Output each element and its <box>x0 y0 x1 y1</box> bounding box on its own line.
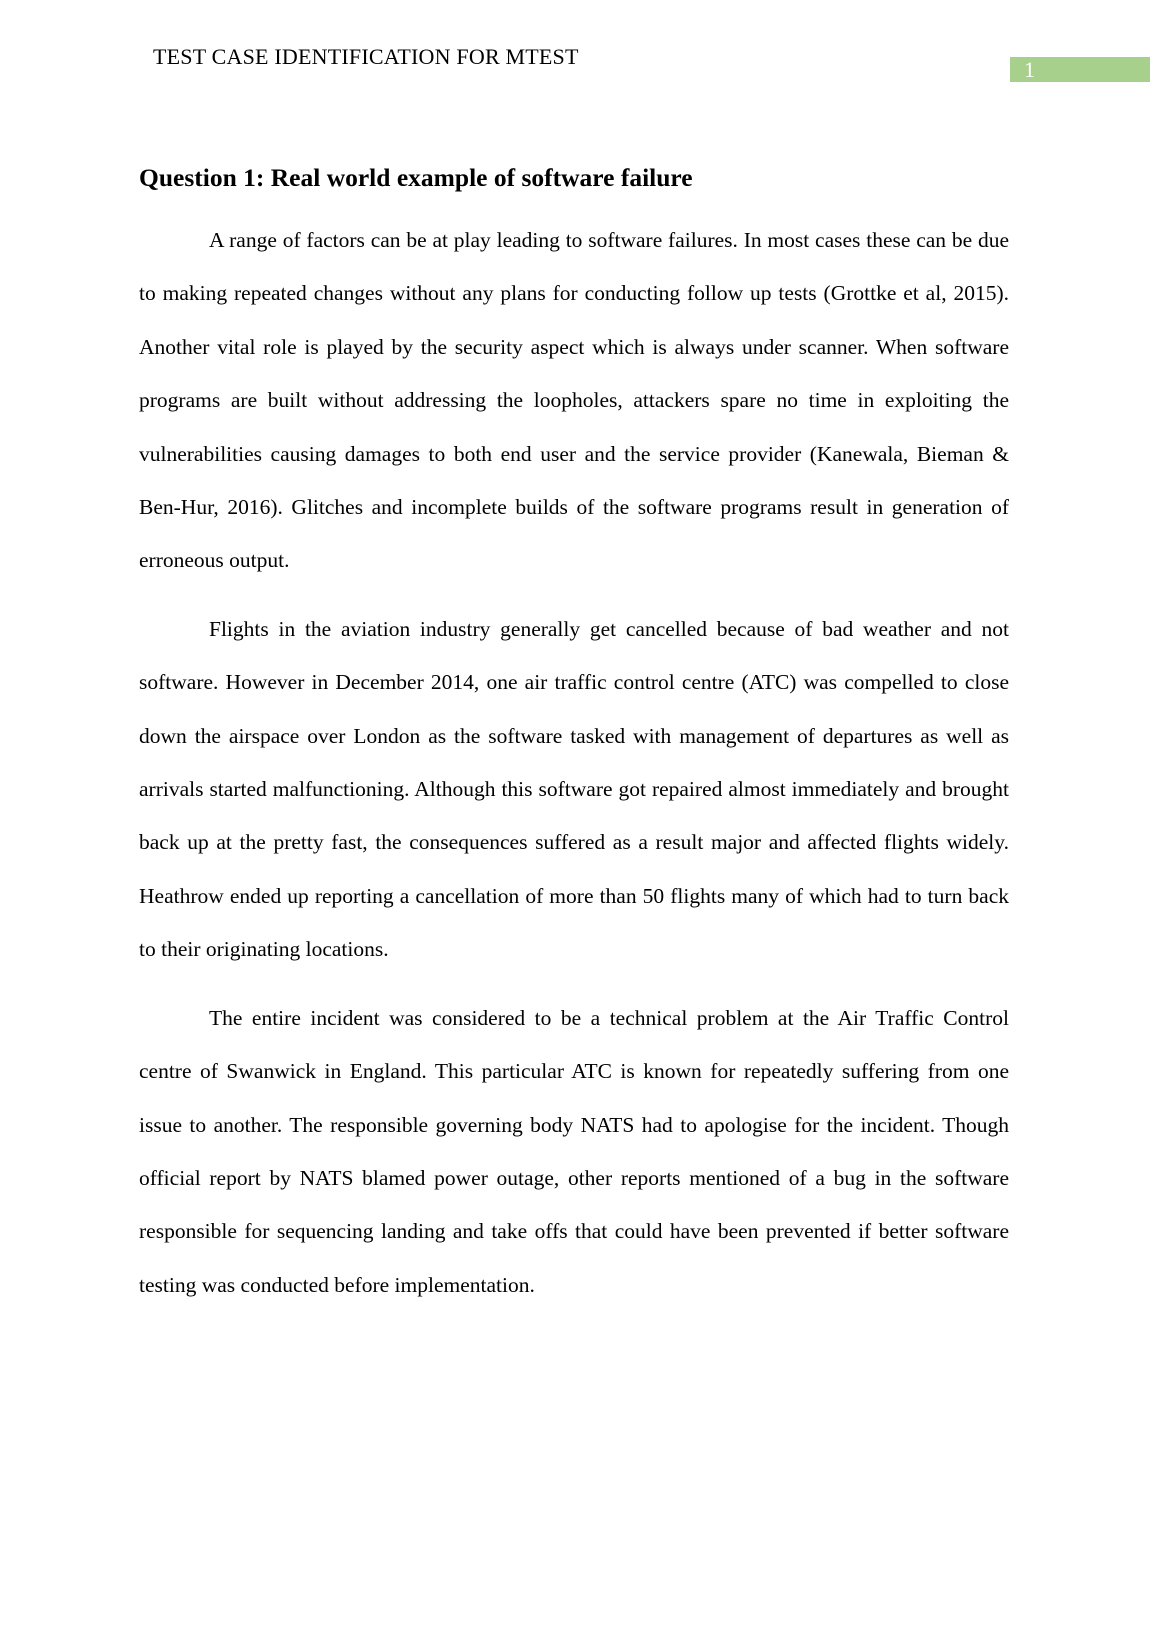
paragraph-swanwick-problem: The entire incident was considered to be a technical problem at the Air Traffic Control centre of Swanwick in England. This particular ATC is known for repeatedly suffering from one issue to another. The responsible governing body NATS had to apologise for the incident. Though official report by NATS blamed power outage, other reports mentioned of a bug in the software responsible for sequencing landing and take offs that could have been prevented if better software testing was conducted before implementation. <box>139 1005 1009 1297</box>
paragraph-atc-incident: Flights in the aviation industry generally get cancelled because of bad weather and not software. However in December 2014, one air traffic control centre (ATC) was compelled to close down the airspace over London as the software tasked with management of departures as well as arrivals started malfunctioning. Although this software got repaired almost immediately and brought back up at the pretty fast, the consequences suffered as a result major and affected flights widely. Heathrow ended up reporting a cancellation of more than 50 flights many of which had to turn back to their originating locations. <box>139 616 1009 962</box>
page-number-bar <box>1010 57 1150 82</box>
running-head: TEST CASE IDENTIFICATION FOR MTEST <box>153 44 579 69</box>
question-heading: Question 1: Real world example of software failure <box>139 163 693 192</box>
paragraph-software-failure-factors: A range of factors can be at play leading to software failures. In most cases these can be due to making repeated changes without any plans for conducting follow up tests (Grottke et al, 2015). Another vital role is played by the security aspect which is always under scanner. When software programs are built without addressing the loopholes, attackers spare no time in exploiting the vulnerabilities causing damages to both end user and the service provider (Kanewala, Bieman & Ben-Hur, 2016). Glitches and incomplete builds of the software programs result in generation of erroneous output. <box>139 228 1009 573</box>
page-number: 1 <box>1024 57 1035 82</box>
document-body <box>139 158 1009 1327</box>
